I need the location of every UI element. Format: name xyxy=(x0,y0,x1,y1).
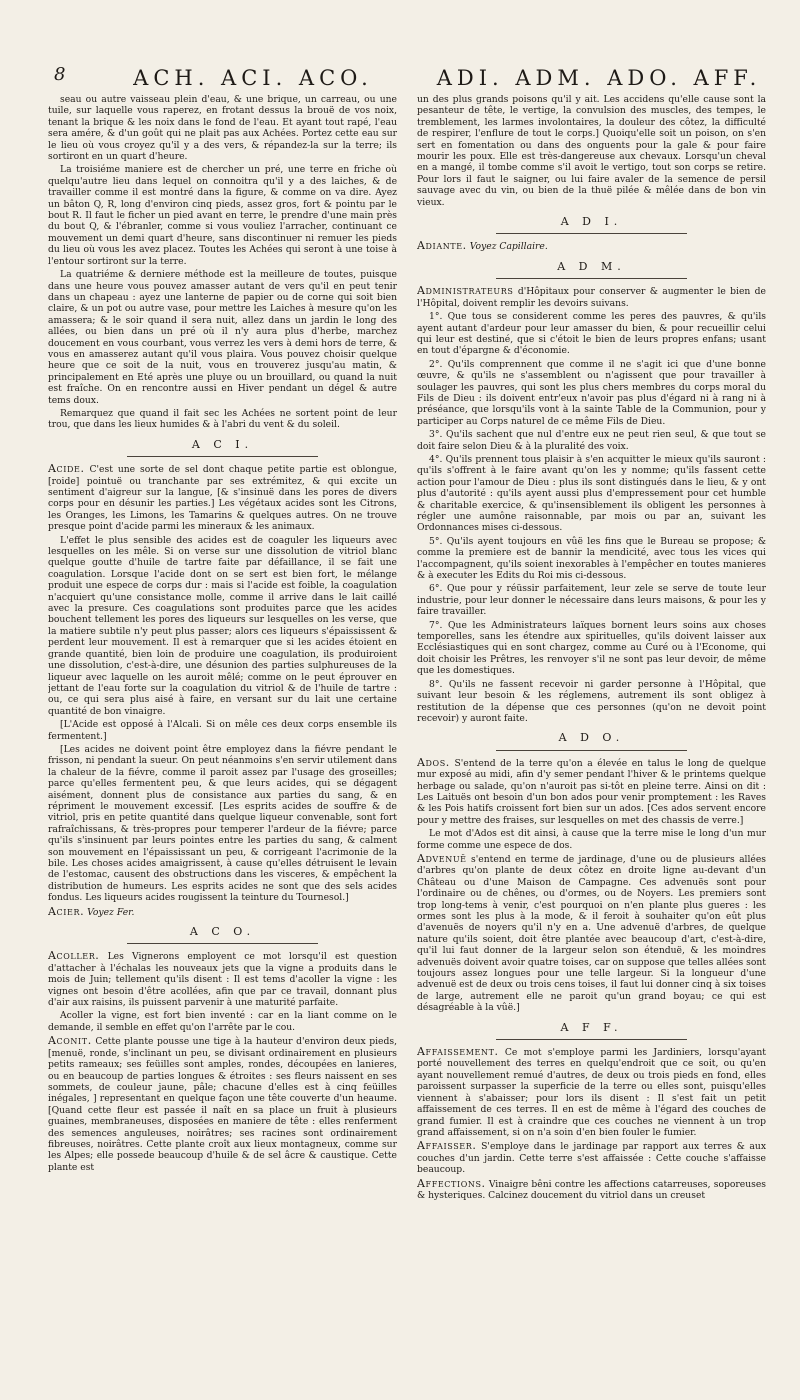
paragraph: [L'Acide est opposé à l'Alcali. Si on mêle ces deux corps ensemble ils fermentent.] xyxy=(48,719,397,742)
paragraph: Remarquez que quand il fait sec les Achées ne sortent point de leur trou, que dans les lieux humides & à l'abri du vent & du soleil. xyxy=(48,407,397,431)
page-number: 8 xyxy=(54,64,66,85)
divider xyxy=(127,456,319,457)
headword: Affections. xyxy=(417,1176,486,1190)
entry-text: Vinaigre bêni contre les affections catarreuses, soporeuses & hysteriques. Calcinez doucement du vitriol dans un creuset xyxy=(417,1178,766,1201)
header-left: ACH. ACI. ACO. xyxy=(133,66,373,90)
right-column xyxy=(417,94,766,1384)
section-heading-aci: A C I. xyxy=(191,437,254,451)
headword: Acoller. xyxy=(48,949,100,963)
entry-text: d'Hôpitaux pour conserver & augmenter le bien de l'Hôpital, doivent remplir les devoirs suivans. xyxy=(417,286,766,309)
divider xyxy=(496,750,688,751)
paragraph: 3°. Qu'ils sachent que nul d'entre eux ne peut rien seul, & que tout se doit faire selon Dieu & à la pluralité des voix. xyxy=(417,429,766,452)
divider xyxy=(496,1039,688,1040)
paragraph: 7°. Que les Administrateurs laïques bornent leurs soins aux choses temporelles, sans les étendre aux spirituelles, qu'ils doivent laisser aux Ecclésiastiques qui en sont chargez, comme au Curé ou à l'Econome, qui doit choisir les Prêtres, les renvoyer s'il ne sont pas leur devoir, de même que les domestiques. xyxy=(417,619,766,677)
paragraph: La quatriéme & derniere méthode est la meilleure de toutes, puisque dans une heure vous pouvez amasser autant de vers qu'il en peut tenir dans un chapeau : ayez une lanterne de papier ou de corne qui soit bien claire, & un pot ou autre vase, pour mettre les Laiches à mesure qu'on les amassera; & le soir quand il sera nuit, allez dans un jardin le long des allées, ou bien dans un pré où il n'y aura plus d'herbe, marchez doucement en vous courbant, vous verrez les vers à demi hors de terre, & vous en amasserez autant qu'il vous plaira. Vous pouvez choisir quelque heure que ce soit de la nuit, vous en trouverez jusqu'au matin, & principalement en Eté après une pluye ou un brouillard, ou quand la nuit est fraîche. On en rencontre aussi en Hiver pendant un dégel & autre tems doux. xyxy=(48,269,397,406)
paragraph: 4°. Qu'ils prennent tous plaisir à s'en acquitter le mieux qu'ils sauront : qu'ils s'offrent à le faire avant qu'on les y nomme; qu'ils fassent cette action pour l'amour de Dieu : plus ils sont distingués dans le lieu, & y ont plus d'autorité : qu'ils ayent aussi plus d'empressement pour cet humble & charitable exercice, & qu'insensiblement ils obligent les personnes à régler une aumône raisonnable, par mois ou par an, suivant les Ordonnances mises ci-dessous. xyxy=(417,453,766,534)
running-header xyxy=(48,52,766,94)
entry-text: C'est une sorte de sel dont chaque petite partie est oblongue, [roide] pointuë ou tranchante par ses extrémitez, & qui excite un sentiment d'aigreur sur la langue, [& s'insinuë dans les pores de divers corps pour en désunir les parties.] Les végétaux acides sont les Citrons, les Oranges, les Limons, les Tamarins & quelques autres. On ne trouve presque point d'acide parmi les mineraux & les animaux. xyxy=(48,464,397,533)
entry-administrateurs xyxy=(417,285,766,309)
divider xyxy=(127,943,319,944)
headword: Ados. xyxy=(417,755,450,769)
paragraph: 2°. Qu'ils comprennent que comme il ne s'agit ici que d'une bonne œuvre, & qu'ils ne s'assemblent ou n'agissent que pour travailler à soulager les pauvres, qui sont les plus chers membres du corps moral du Fils de Dieu : ils doivent entr'eux n'avoir pas plus d'égard ni à rang ni à préséance, que lorsqu'ils vont à la sainte Table de la Communion, pour y participer au Corps naturel de ce même Fils de Dieu. xyxy=(417,358,766,427)
paragraph: L'effet le plus sensible des acides est de coaguler les liqueurs avec lesquelles on les mêle. Si on verse sur une dissolution de vitriol blanc quelque goutte d'huile de tartre faite par défaillance, il se fait une coagulation. Lorsque l'acide dont on se sert est bien fort, le mélange produit une espece de corps dur : mais si l'acide est foible, la coagulation n'acquiert qu'une consistance molle, comme il arrive dans le lait caillé avec la presure. Ces coagulations sont produites parce que les acides bouchent tellement les pores des liqueurs sur lesquelles on les verse, que la matiere subtile n'y peut plus passer; alors ces liqueurs s'épaississent & perdent leur mouvement. Il est à remarquer que si les acides étoient en grande quantité, bien loin de produire une coagulation, ils produiroient une dissolution, c'est-à-dire, une désunion des parties sulphureuses de la liqueur avec laquelle on les auroit mêlé; comme on le peut éprouver en jettant de l'eau forte sur la coagulation du vitriol & de l'huile de tartre : ou, ce qui sera plus aisé à faire, en versant sur du lait une certaine quantité de bon vinaigre. xyxy=(48,534,397,717)
section-heading-aff: A F F. xyxy=(560,1020,623,1034)
headword: Adiante. xyxy=(417,239,467,253)
entry-acide xyxy=(48,463,397,532)
headword: Aconit. xyxy=(48,1034,92,1048)
headword: Administrateurs xyxy=(417,284,514,298)
paragraph: [Les acides ne doivent point être employez dans la fiévre pendant le frisson, ni pendant la sueur. On peut néanmoins s'en servir utilement dans la chaleur de la fiévre, comme il paroit assez par l'usage des groseilles; parce qu'elles fermentent peu, & que leurs acides, qui se dégagent aisément, donnent plus de consistance aux parties du sang, & en répriment le mouvement excessif. [Les esprits acides de souffre & de vitriol, pris en petite quantité dans quelque liqueur convenable, sont fort rafraîchissans, & très-propres pour temperer l'ardeur de la fiévre; parce qu'ils s'insinuent par leurs pointes entre les parties du sang, & calment son mouvement en l'épaississant un peu, & corrigeant l'acrimonie de la bile. Les choses acides amaigrissent, à cause qu'elles détruisent le levain de l'estomac, causent des obstructions dans les visceres, & empêchent la distribution de humeurs. Les esprits acides ne sont que des sels acides fondus. Les liqueurs acides rougissent la teinture du Tournesol.] xyxy=(48,743,397,904)
headword: Affaisser. xyxy=(417,1139,477,1153)
headword: Acide. xyxy=(48,462,85,476)
entry-affaisser xyxy=(417,1140,766,1175)
entry-text: Les Vignerons employent ce mot lorsqu'il est question d'attacher à l'échalas les nouveaux jets que la vigne a produits dans le mois de Juin; tellement qu'ils disent : Il est tems d'acoller la vigne : les vignes ont besoin d'être acollées, afin que par ce travail, donnant plus d'air aux raisins, ils puissent parvenir à une maturité parfaite. xyxy=(48,951,397,1009)
headword: Advenuë xyxy=(417,851,467,865)
text-columns xyxy=(48,94,766,1384)
entry-text: Cette plante pousse une tige à la hauteur d'environ deux pieds, [menuë, ronde, s'inclinant un peu, se divisant ordinairement en plusieurs petits rameaux; ses feüilles sont amples, rondes, découpées en lanieres, ou en beaucoup de parties longues & étroites : ses fleurs naissent en ses sommets, de couleur jaune, pâle; chacune d'elles est à cinq feüilles inégales, ] representant en quelque façon une tête couverte d'un heaume. [Quand cette fleur est passée il naît en sa place un fruit à plusieurs guaines, membraneuses, disposées en maniere de tête : elles renferment des semences anguleuses, noirâtres; ses racines sont ordinairement fibreuses, noirâtres. Cette plante croît aux lieux montagneux, comme sur les Alpes; elle possede beaucoup d'huile & de sel âcre & caustique. Cette plante est xyxy=(48,1036,397,1173)
entry-aconit xyxy=(48,1035,397,1173)
entry-advenue xyxy=(417,853,766,1014)
entry-text: S'entend de la terre qu'on a élevée en talus le long de quelque mur exposé au midi, afin d'y semer pendant l'hiver & le printems quelque herbage ou salade, qu'on n'auroit pas si-tôt en pleine terre. Ainsi on dit : Les Laituës ont besoin d'un bon ados pour venir promptement : les Raves & les Pois hatifs croissent fort bien sur un ados. [Ces ados servent encore pour y mettre des fraises, sur lesquelles on met des chassis de verre.] xyxy=(417,757,766,826)
left-column xyxy=(48,94,397,1384)
header-right: ADI. ADM. ADO. AFF. xyxy=(436,66,762,90)
headword: Acier. xyxy=(48,904,85,918)
section-heading-ado: A D O. xyxy=(558,731,625,745)
entry-acoller xyxy=(48,950,397,1008)
cross-reference: Voyez Capillaire. xyxy=(469,241,548,253)
entry-adiante xyxy=(417,240,766,252)
entry-affaissement xyxy=(417,1046,766,1138)
section-heading-adi: A D I. xyxy=(560,215,623,229)
entry-acier xyxy=(48,906,397,918)
divider xyxy=(496,278,688,279)
cross-reference: Voyez Fer. xyxy=(87,906,135,918)
paragraph: Acoller la vigne, est fort bien inventé : car en la liant comme on le demande, il semble en effet qu'on l'arrête par le cou. xyxy=(48,1010,397,1033)
headword: Affaissement. xyxy=(417,1045,499,1059)
paragraph: La troisiéme maniere est de chercher un pré, une terre en friche où quelqu'autre lieu dans lequel on connoitra qu'il y a des laiches, & de travailler comme il est montré dans la figure, & comme on va dire. Ayez un bâton Q, R, long d'environ cinq pieds, assez gros, fort & pointu par le bout R. Il faut le ficher un pied avant en terre, le prendre d'une main près du bout Q, & l'ébranler, comme si vous vouliez l'arracher, continuant ce mouvement un demi quart d'heure, sans discontinuer ni remuer les pieds du lieu où vous les avez placez. Toutes les Achées qui seront à une toise à l'entour sortiront sur la terre. xyxy=(48,164,397,267)
paragraph: 8°. Qu'ils ne fassent recevoir ni garder personne à l'Hôpital, que suivant leur besoin & les réglemens, autrement ils sont obligez à restitution de la dépense que ces personnes (qu'on ne devoit point recevoir) y auront faite. xyxy=(417,678,766,724)
section-heading-adm: A D M. xyxy=(557,259,626,273)
paragraph: 6°. Que pour y réüssir parfaitement, leur zele se serve de toute leur industrie, pour leur donner le nécessaire dans leurs maisons, & pour les y faire travailler. xyxy=(417,583,766,618)
paragraph: 5°. Qu'ils ayent toujours en vûë les fins que le Bureau se propose; & comme la premiere est de bannir la mendicité, avec tous les vices qui l'accompagnent, qu'ils soient inexorables à l'empêcher en toutes manieres & à executer les Edits du Roi mis ci-dessous. xyxy=(417,535,766,582)
entry-affections xyxy=(417,1178,766,1202)
entry-text: S'employe dans le jardinage par rapport aux terres & aux couches d'un jardin. Cette terre s'est affaissée : Cette couche s'affaisse beaucoup. xyxy=(417,1141,766,1176)
paragraph: 1°. Que tous se considerent comme les peres des pauvres, & qu'ils ayent autant d'ardeur pour leur amasser du bien, & pour recueillir celui qui leur est destiné, que si c'étoit le bien de leurs propres enfans; usant en tout d'épargne & d'économie. xyxy=(417,311,766,357)
entry-ados xyxy=(417,757,766,826)
divider xyxy=(496,233,688,234)
entry-text: s'entend en terme de jardinage, d'une ou de plusieurs allées d'arbres qu'on plante de deux côtez en droite ligne au-devant d'un Château ou d'une Maison de Campagne. Ces advenuës sont pour l'ordinaire ou de chênes, ou d'ormes, ou de Noyers. Les premiers sont trop long-tems à venir, c'est pourquoi on n'en plante plus gueres : les ormes sont les plus à la mode, & il feroit à souhaiter qu'on eût plus d'avenuës de noyers qu'il n'y en a. Une advenuë d'arbres, de quelque nature qu'ils soient, doit être plantée avec beaucoup d'art, c'est-à-dire, qu'il lui faut donner de la largeur selon son étenduë, & les moindres advenuës doivent avoir quatre toises, car on suppose que telles allées sont toujours assez longues pour une telle largeur. Si la longueur d'une advenuë est de deux ou trois cens toises, il faut lui donner cinq à six toises de large, autrement elle ne paroit qu'un grand boyau; ce qui est désagréable à la vûë.] xyxy=(417,853,766,1014)
paragraph: seau ou autre vaisseau plein d'eau, & une brique, un carreau, ou une tuile, sur laquelle vous raperez, en frotant dessus la brouë de vos noix, tenant la brique & les noix dans le fond de l'eau. Et ayant tout rapé, l'eau sera amére, & d'un goût qui ne plait pas aux Achées. Portez cette eau sur le lieu où vous croyez qu'il y a des vers, & répandez-la sur la terre; ils sortiront en un quart d'heure. xyxy=(48,94,397,163)
paragraph: un des plus grands poisons qu'il y ait. Les accidens qu'elle cause sont la pesanteur de tête, le vertige, la convulsion des muscles, des tempes, le tremblement, les larmes involontaires, la douleur des côtez, la difficulté de respirer, l'enflure de tout le corps.] Quoiqu'elle soit un poison, on s'en sert en fomentation ou dans des onguents pour la gale & pour faire mourir les poux. Elle est très-dangereuse aux chevaux. Lorsqu'un cheval en a mangé, il tombe comme s'il avoit le vertigo, tout son corps se retire. Pour lors il faut le saigner, ou lui faire avaler de la semence de persil sauvage avec du vin, ou bien de la thuë pilée & mêlée dans de bon vin vieux. xyxy=(417,94,766,208)
section-heading-aco: A C O. xyxy=(189,925,256,939)
entry-text: Ce mot s'employe parmi les Jardiniers, lorsqu'ayant porté nouvellement des terres en quelqu'endroit que ce soit, ou qu'en ayant nouvellement remué d'autres, de deux ou trois pieds en fond, elles paroissent surpasser la superficie de la terre ou elles sont, puisqu'elles viennent à s'abaisser; pour lors ils disent : Il s'est fait un petit affaissement de ces terres. Il en est de même à l'égard des couches de grand fumier. Il est à craindre que ces couches ne viennent à un trop grand affaissement, si on n'a soin d'en bien fouler le fumier. xyxy=(417,1047,766,1138)
paragraph: Le mot d'Ados est dit ainsi, à cause que la terre mise le long d'un mur forme comme une espece de dos. xyxy=(417,828,766,851)
